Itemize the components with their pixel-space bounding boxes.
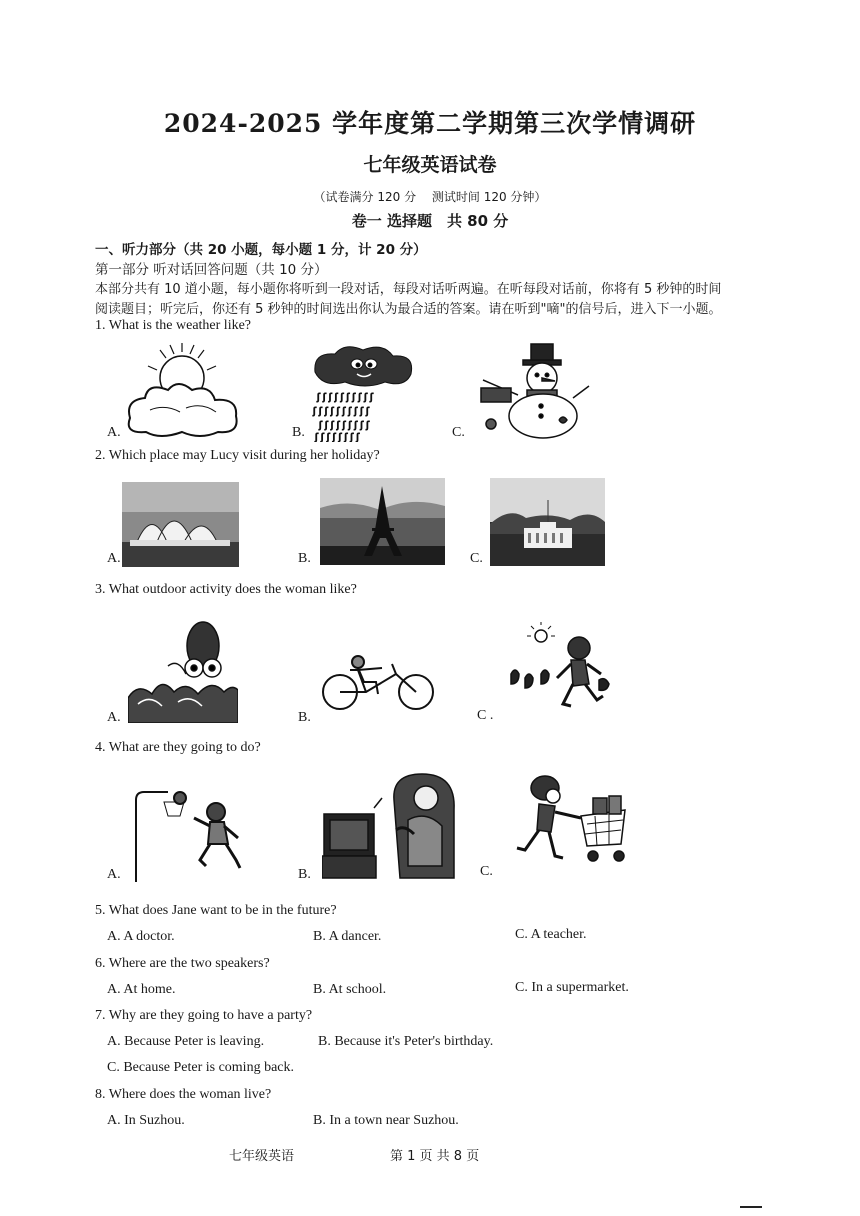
q2-option-c[interactable]: C. xyxy=(470,551,483,566)
question-2: 2. Which place may Lucy visit during her holiday? xyxy=(95,448,380,463)
q2-option-a[interactable]: A. xyxy=(107,551,121,566)
part1-subheading: 第一部分 听对话回答问题（共 10 分） xyxy=(95,262,328,278)
footer-page-number: 第 1 页 共 8 页 xyxy=(390,1149,480,1164)
question-5: 5. What does Jane want to be in the future? xyxy=(95,903,337,918)
basketball-icon xyxy=(128,782,253,882)
svg-text:ʃ ʃ ʃ ʃ ʃ ʃ ʃ ʃ ʃ ʃ: ʃ ʃ ʃ ʃ ʃ ʃ ʃ ʃ ʃ ʃ xyxy=(317,393,373,403)
q2-option-b[interactable]: B. xyxy=(298,551,311,566)
question-6: 6. Where are the two speakers? xyxy=(95,956,270,971)
q5-option-a[interactable]: A. A doctor. xyxy=(107,929,175,944)
watching-tv-icon xyxy=(322,770,457,882)
q4-option-b[interactable]: B. xyxy=(298,867,311,882)
question-8: 8. Where does the woman live? xyxy=(95,1087,272,1102)
sunny-cloud-icon xyxy=(120,338,245,440)
q4-option-a[interactable]: A. xyxy=(107,867,121,882)
swimming-icon xyxy=(128,618,238,723)
running-icon xyxy=(505,622,615,714)
q5-option-c[interactable]: C. A teacher. xyxy=(515,927,587,942)
q7-option-b[interactable]: B. Because it's Peter's birthday. xyxy=(318,1034,494,1049)
sydney-opera-house-photo xyxy=(122,482,239,567)
white-house-photo xyxy=(490,478,605,566)
q1-option-a[interactable]: A. xyxy=(107,425,121,440)
question-7: 7. Why are they going to have a party? xyxy=(95,1008,313,1023)
eiffel-tower-photo xyxy=(320,478,445,565)
exam-title: 2024-2025 学年度第二学期第三次学情调研 xyxy=(163,109,697,138)
cycling-icon xyxy=(318,652,438,712)
footer-subject: 七年级英语 xyxy=(229,1149,295,1164)
q3-option-a[interactable]: A. xyxy=(107,710,121,725)
rain-cloud-icon xyxy=(305,342,420,442)
q7-option-a[interactable]: A. Because Peter is leaving. xyxy=(107,1034,265,1049)
svg-text:ʃ ʃ ʃ ʃ ʃ ʃ ʃ ʃ ʃ: ʃ ʃ ʃ ʃ ʃ ʃ ʃ ʃ ʃ xyxy=(319,421,370,431)
instructions-line1: 本部分共有 10 道小题，每小题你将听到一段对话，每段对话听两遍。在听每段对话前，你将有 5 秒钟的时间 xyxy=(95,282,722,297)
instructions-line2: 阅读题目；听完后，你还有 5 秒钟的时间选出你认为最合适的答案。请在听到"嘀"的信号后，进入下一小题。 xyxy=(95,302,722,317)
q8-option-a[interactable]: A. In Suzhou. xyxy=(107,1113,185,1128)
q3-option-c[interactable]: C . xyxy=(477,708,494,723)
q5-option-b[interactable]: B. A dancer. xyxy=(313,929,382,944)
svg-text:ʃ ʃ ʃ ʃ ʃ ʃ ʃ ʃ ʃ ʃ: ʃ ʃ ʃ ʃ ʃ ʃ ʃ ʃ ʃ ʃ xyxy=(313,407,369,417)
q1-option-b[interactable]: B. xyxy=(292,425,305,440)
snowman-icon xyxy=(473,340,593,440)
question-1: 1. What is the weather like? xyxy=(95,318,252,333)
part1-heading: 一、听力部分（共 20 小题，每小题 1 分，计 20 分） xyxy=(95,242,427,258)
q6-option-b[interactable]: B. At school. xyxy=(313,982,387,997)
q4-option-c[interactable]: C. xyxy=(480,864,493,879)
section-title: 卷一 选择题 共 80 分 xyxy=(351,212,509,230)
shopping-icon xyxy=(515,772,635,867)
svg-text:ʃ ʃ ʃ ʃ ʃ ʃ ʃ ʃ: ʃ ʃ ʃ ʃ ʃ ʃ ʃ ʃ xyxy=(315,433,360,442)
q6-option-c[interactable]: C. In a supermarket. xyxy=(515,980,629,995)
question-4: 4. What are they going to do? xyxy=(95,740,261,755)
q8-option-b[interactable]: B. In a town near Suzhou. xyxy=(313,1113,459,1128)
q1-option-c[interactable]: C. xyxy=(452,425,465,440)
q6-option-a[interactable]: A. At home. xyxy=(107,982,176,997)
question-3: 3. What outdoor activity does the woman like? xyxy=(95,582,357,597)
exam-subtitle: 七年级英语试卷 xyxy=(363,154,497,176)
q7-option-c[interactable]: C. Because Peter is coming back. xyxy=(107,1060,295,1075)
q3-option-b[interactable]: B. xyxy=(298,710,311,725)
exam-meta: （试卷满分 120 分 测试时间 120 分钟） xyxy=(313,190,547,204)
scan-mark xyxy=(740,1206,762,1208)
